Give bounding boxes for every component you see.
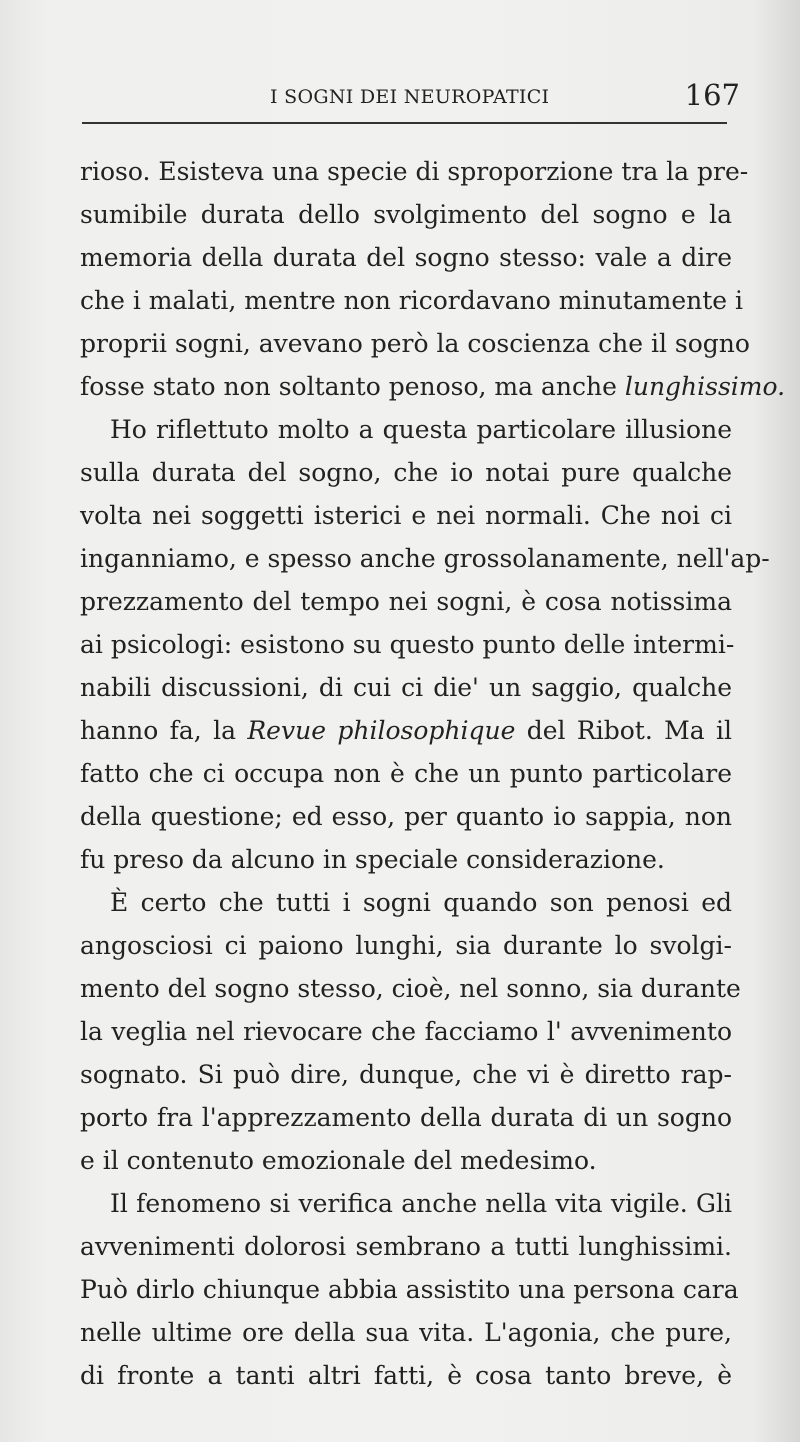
text-span: del Ribot. Ma il — [515, 716, 732, 745]
text-line: della questione; ed esso, per quanto io sappia, non — [80, 802, 732, 831]
text-line: memoria della durata del sogno stesso: vale a dire — [80, 243, 732, 272]
text-line: È certo che tutti i sogni quando son penosi ed — [110, 888, 732, 917]
text-line: nabili discussioni, di cui ci die' un saggio, qualche — [80, 673, 732, 702]
header-rule — [82, 122, 727, 124]
text-line: ai psicologi: esistono su questo punto delle intermi- — [80, 630, 735, 659]
text-line: avvenimenti dolorosi sembrano a tutti lunghissimi. — [80, 1232, 732, 1261]
text-line: rioso. Esisteva una specie di sproporzione tra la pre- — [80, 157, 749, 186]
text-line: Ho riflettuto molto a questa particolare illusione — [110, 415, 732, 444]
text-line: proprii sogni, avevano però la coscienza che il sogno — [80, 329, 750, 358]
text-line: Può dirlo chiunque abbia assistito una persona cara — [80, 1275, 739, 1304]
text-line: fatto che ci occupa non è che un punto particolare — [80, 759, 732, 788]
text-span: hanno fa, la — [80, 716, 248, 745]
italic-word: lunghissimo. — [624, 372, 786, 401]
text-line: prezzamento del tempo nei sogni, è cosa notissima — [80, 587, 732, 616]
text-line: di fronte a tanti altri fatti, è cosa tanto breve, è — [80, 1361, 732, 1390]
text-line — [80, 365, 786, 408]
running-head — [80, 78, 740, 118]
text-line — [80, 709, 732, 752]
text-line: angosciosi ci paiono lunghi, sia durante lo svolgi- — [80, 931, 732, 960]
text-line: e il contenuto emozionale del medesimo. — [80, 1146, 597, 1175]
text-line: volta nei soggetti isterici e nei normali. Che noi ci — [80, 501, 732, 530]
text-span: fosse stato non soltanto penoso, ma anche — [80, 372, 625, 401]
text-line: sulla durata del sogno, che io notai pure qualche — [80, 458, 732, 487]
page-number: 167 — [684, 78, 740, 112]
text-line: Il fenomeno si verifica anche nella vita vigile. Gli — [110, 1189, 732, 1218]
text-line: nelle ultime ore della sua vita. L'agonia, che pure, — [80, 1318, 732, 1347]
text-line: la veglia nel rievocare che facciamo l' avvenimento — [80, 1017, 732, 1046]
text-line: sognato. Si può dire, dunque, che vi è diretto rap- — [80, 1060, 732, 1089]
body-text — [80, 150, 786, 1397]
text-line: inganniamo, e spesso anche grossolanamente, nell'ap- — [80, 544, 770, 573]
text-line: mento del sogno stesso, cioè, nel sonno, sia durante — [80, 974, 741, 1003]
text-line: fu preso da alcuno in speciale considerazione. — [80, 845, 665, 874]
text-line: porto fra l'apprezzamento della durata di un sogno — [80, 1103, 732, 1132]
running-title: I SOGNI DEI NEUROPATICI — [270, 86, 550, 108]
text-line: sumibile durata dello svolgimento del sogno e la — [80, 200, 732, 229]
journal-title: Revue philosophique — [247, 716, 516, 745]
text-line: che i malati, mentre non ricordavano minutamente i — [80, 286, 744, 315]
